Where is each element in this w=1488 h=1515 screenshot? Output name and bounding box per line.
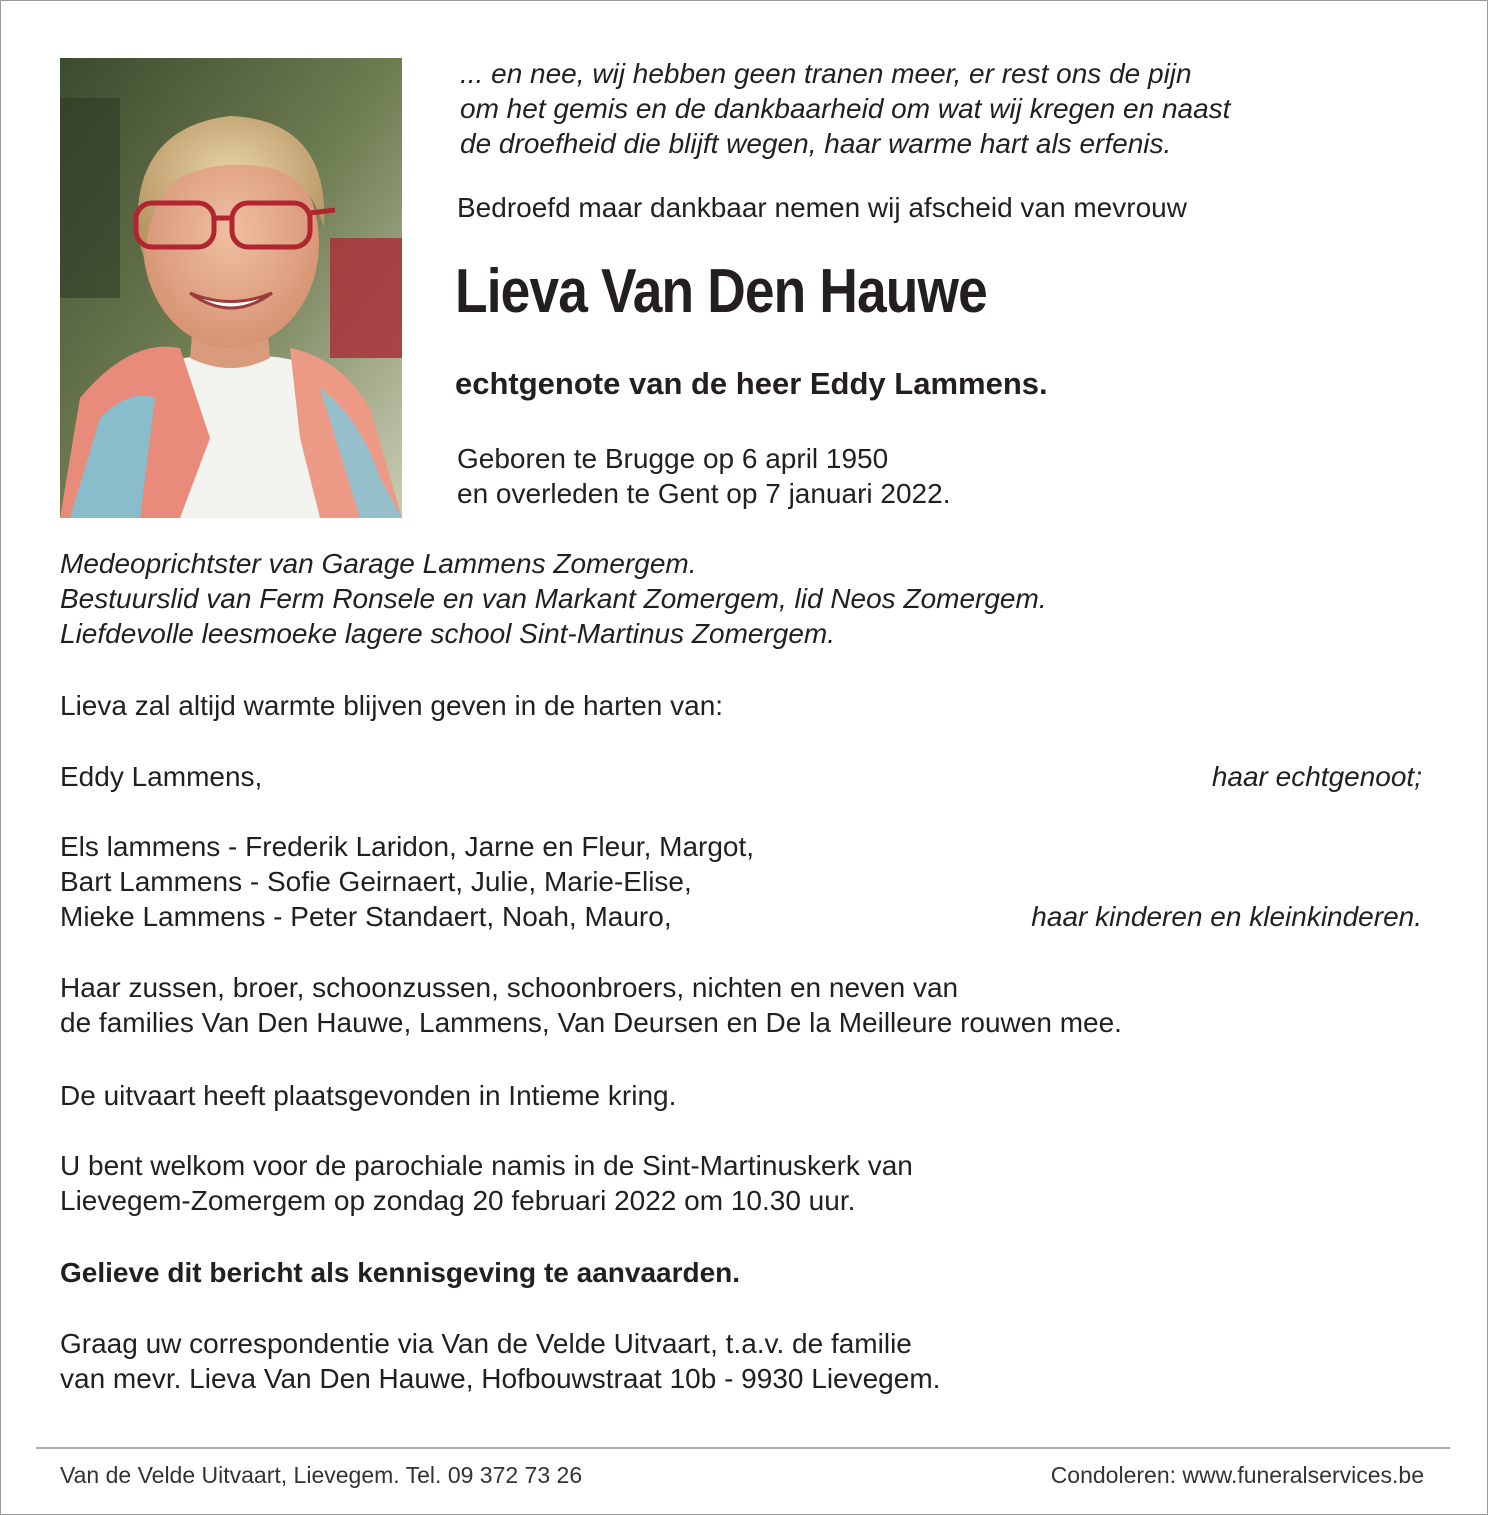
poem-line: om het gemis en de dankbaarheid om wat wij kregen en naast: [460, 93, 1231, 124]
correspondence-line: Graag uw correspondentie via Van de Velde Uitvaart, t.a.v. de familie: [60, 1328, 912, 1359]
notice-request: Gelieve dit bericht als kennisgeving te aanvaarden.: [60, 1257, 741, 1288]
child-line: Mieke Lammens - Peter Standaert, Noah, Mauro,: [60, 901, 672, 932]
bio-line: Liefdevolle leesmoeke lagere school Sint-Martinus Zomergem.: [60, 618, 836, 649]
poem: [460, 56, 1230, 161]
family-lead: Lieva zal altijd warmte blijven geven in de harten van:: [60, 690, 724, 721]
mass-info: [60, 1148, 913, 1218]
footer-condolence-link[interactable]: Condoleren: www.funeralservices.be: [1050, 1462, 1424, 1488]
funeral-info: De uitvaart heeft plaatsgevonden in Intieme kring.: [60, 1080, 677, 1111]
husband-role: haar echtgenoot;: [1211, 761, 1422, 792]
birth-date: Geboren te Brugge op 6 april 1950: [457, 443, 889, 474]
child-line: Els lammens - Frederik Laridon, Jarne en Fleur, Margot,: [60, 831, 755, 862]
relatives: [60, 970, 1122, 1040]
intro-text: Bedroefd maar dankbaar nemen wij afscheid van mevrouw: [457, 192, 1187, 223]
death-date: en overleden te Gent op 7 januari 2022.: [457, 478, 951, 509]
child-line: Bart Lammens - Sofie Geirnaert, Julie, Marie-Elise,: [60, 866, 692, 897]
mass-line: U bent welkom voor de parochiale namis in de Sint-Martinuskerk van: [60, 1150, 913, 1181]
mass-line: Lievegem-Zomergem op zondag 20 februari 2022 om 10.30 uur.: [60, 1185, 856, 1216]
bio-line: Medeoprichtster van Garage Lammens Zomergem.: [60, 548, 697, 579]
footer-contact: Van de Velde Uitvaart, Lievegem. Tel. 09 372 73 26: [60, 1462, 583, 1488]
children-role: haar kinderen en kleinkinderen.: [1031, 901, 1422, 932]
portrait-photo: [60, 58, 402, 518]
spouse-line: echtgenote van de heer Eddy Lammens.: [455, 366, 1048, 401]
birth-death-dates: [457, 441, 950, 511]
correspondence: [60, 1326, 940, 1396]
bio-line: Bestuurslid van Ferm Ronsele en van Markant Zomergem, lid Neos Zomergem.: [60, 583, 1047, 614]
deceased-name: Lieva Van Den Hauwe: [455, 257, 987, 326]
husband-name: Eddy Lammens,: [60, 761, 263, 792]
correspondence-line: van mevr. Lieva Van Den Hauwe, Hofbouwstraat 10b - 9930 Lievegem.: [60, 1363, 941, 1394]
biography: [60, 546, 1047, 651]
relatives-line: de families Van Den Hauwe, Lammens, Van Deursen en De la Meilleure rouwen mee.: [60, 1007, 1122, 1038]
children-list: [60, 829, 754, 934]
relatives-line: Haar zussen, broer, schoonzussen, schoonbroers, nichten en neven van: [60, 972, 959, 1003]
footer-divider: [36, 1447, 1450, 1449]
poem-line: ... en nee, wij hebben geen tranen meer, er rest ons de pijn: [460, 58, 1192, 89]
poem-line: de droefheid die blijft wegen, haar warme hart als erfenis.: [460, 128, 1172, 159]
